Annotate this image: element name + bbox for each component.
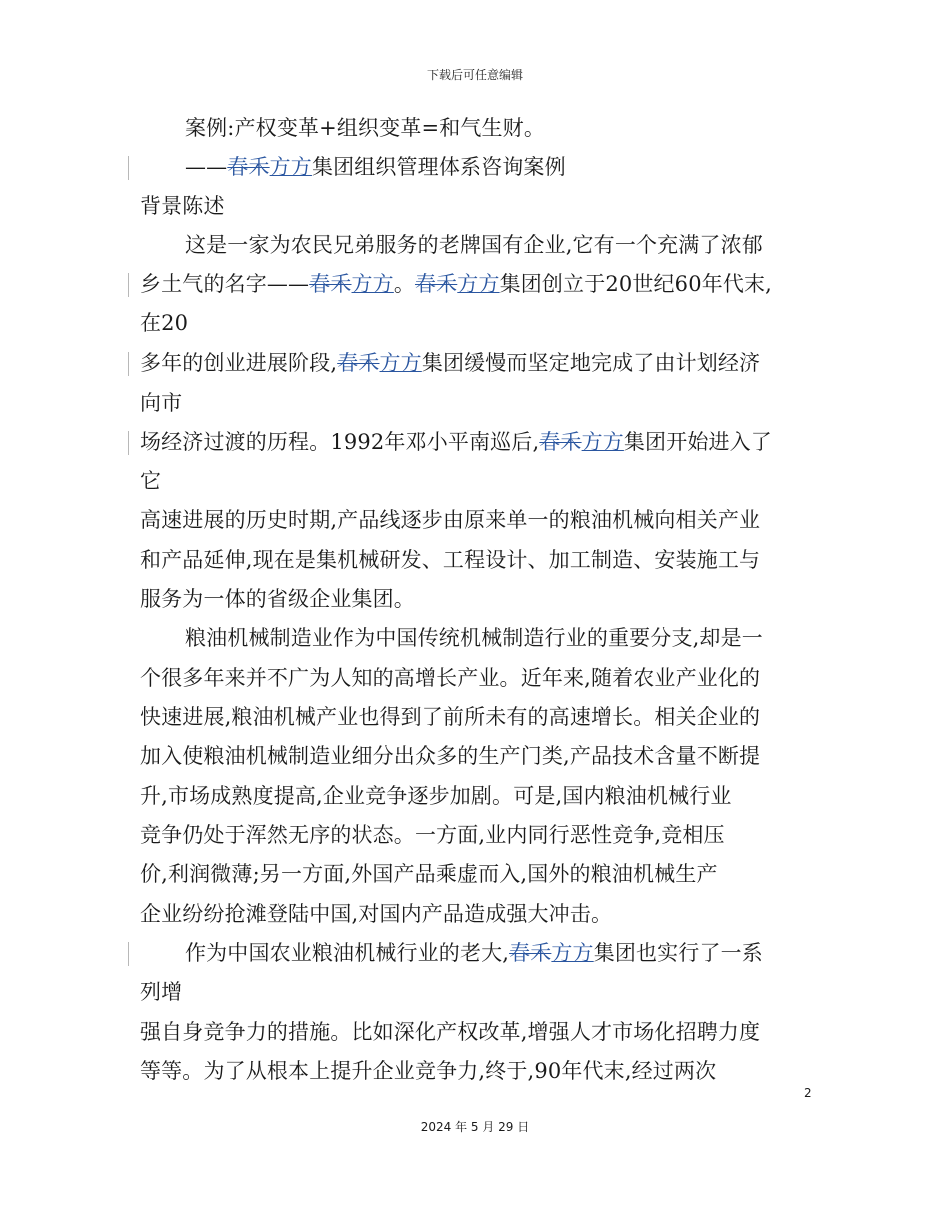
paragraph-line: 服务为一体的省级企业集团。: [140, 587, 415, 611]
revision-inserted: 方方: [581, 430, 624, 454]
paragraph-line: 快速进展,粮油机械产业也得到了前所未有的高速增长。相关企业的: [140, 705, 761, 729]
change-bar: [128, 352, 129, 376]
text-run: 场经济过渡的历程。1992年邓小平南巡后,: [140, 430, 540, 454]
revision-deleted: 春禾: [509, 941, 552, 965]
revision-deleted: 春禾: [414, 272, 458, 296]
paragraph-line: [140, 348, 760, 378]
paragraph-line: 列增: [140, 980, 183, 1004]
revision-inserted: 方方: [379, 351, 422, 375]
paragraph-line: 和产品延伸,现在是集机械研发、工程设计、加工制造、安装施工与: [140, 548, 761, 572]
text-run: 集团开始进入了: [623, 430, 772, 454]
paragraph-line: 高速进展的历史时期,产品线逐步由原来单一的粮油机械向相关产业: [140, 508, 761, 532]
revision-deleted: 春禾: [309, 272, 352, 296]
page-footer-date: 2024 年 5 月 29 日: [420, 1120, 530, 1134]
revision-deleted: 春禾: [227, 155, 270, 179]
text-run: 乡土气的名字——: [140, 272, 310, 296]
company-link[interactable]: [509, 941, 594, 965]
text-run: 集团组织管理体系咨询案例: [311, 155, 566, 179]
paragraph-line: 价,利润微薄;另一方面,外国产品乘虚而入,国外的粮油机械生产: [140, 862, 718, 886]
text-run: 。: [393, 272, 415, 296]
paragraph-line: 竞争仍处于浑然无序的状态。一方面,业内同行恶性竞争,竞相压: [140, 823, 725, 847]
case-subtitle: [185, 152, 566, 182]
revision-inserted: 方方: [269, 155, 312, 179]
company-link[interactable]: [415, 272, 500, 296]
case-title: 案例:产权变革+组织变革=和气生财。: [185, 116, 545, 140]
change-bar: [128, 156, 129, 180]
paragraph-line: 强自身竞争力的措施。比如深化产权改革,增强人才市场化招聘力度: [140, 1020, 761, 1044]
paragraph-line: [140, 427, 772, 457]
company-link[interactable]: [309, 272, 394, 296]
change-bar: [128, 942, 129, 966]
paragraph-line: 粮油机械制造业作为中国传统机械制造行业的重要分支,却是一: [185, 626, 763, 650]
text-run: 集团创立于20世纪60年代末,: [499, 272, 772, 296]
section-heading: 背景陈述: [140, 194, 225, 218]
paragraph-line: 升,市场成熟度提高,企业竞争逐步加剧。可是,国内粮油机械行业: [140, 784, 732, 808]
page-header: 下载后可任意编辑: [426, 68, 523, 82]
paragraph-line: 它: [140, 469, 162, 493]
company-link[interactable]: [337, 351, 422, 375]
paragraph-line: 在20: [140, 311, 189, 335]
revision-inserted: 方方: [351, 272, 394, 296]
paragraph-line: 向市: [140, 391, 183, 415]
revision-deleted: 春禾: [539, 430, 582, 454]
company-link[interactable]: [539, 430, 624, 454]
change-bar: [128, 431, 129, 455]
text-run: 作为中国农业粮油机械行业的老大,: [185, 941, 510, 965]
revision-inserted: 方方: [457, 272, 500, 296]
change-bar: [128, 273, 129, 297]
text-run: ——: [185, 155, 228, 179]
revision-deleted: 春禾: [337, 351, 380, 375]
text-run: 多年的创业进展阶段,: [140, 351, 338, 375]
paragraph-line: 加入使粮油机械制造业细分出众多的生产门类,产品技术含量不断提: [140, 744, 761, 768]
paragraph-line: 这是一家为农民兄弟服务的老牌国有企业,它有一个充满了浓郁: [185, 233, 763, 257]
paragraph-line: 个很多年来并不广为人知的高增长产业。近年来,随着农业产业化的: [140, 666, 761, 690]
paragraph-line: [140, 269, 772, 299]
paragraph-line: 企业纷纷抢滩登陆中国,对国内产品造成强大冲击。: [140, 902, 613, 926]
page-number: 2: [804, 1086, 812, 1100]
company-link[interactable]: [227, 155, 312, 179]
revision-inserted: 方方: [551, 941, 594, 965]
text-run: 集团缓慢而坚定地完成了由计划经济: [421, 351, 761, 375]
text-run: 集团也实行了一系: [593, 941, 763, 965]
paragraph-line: 等等。为了从根本上提升企业竞争力,终于,90年代末,经过两次: [140, 1059, 717, 1083]
paragraph-line: [185, 938, 763, 968]
